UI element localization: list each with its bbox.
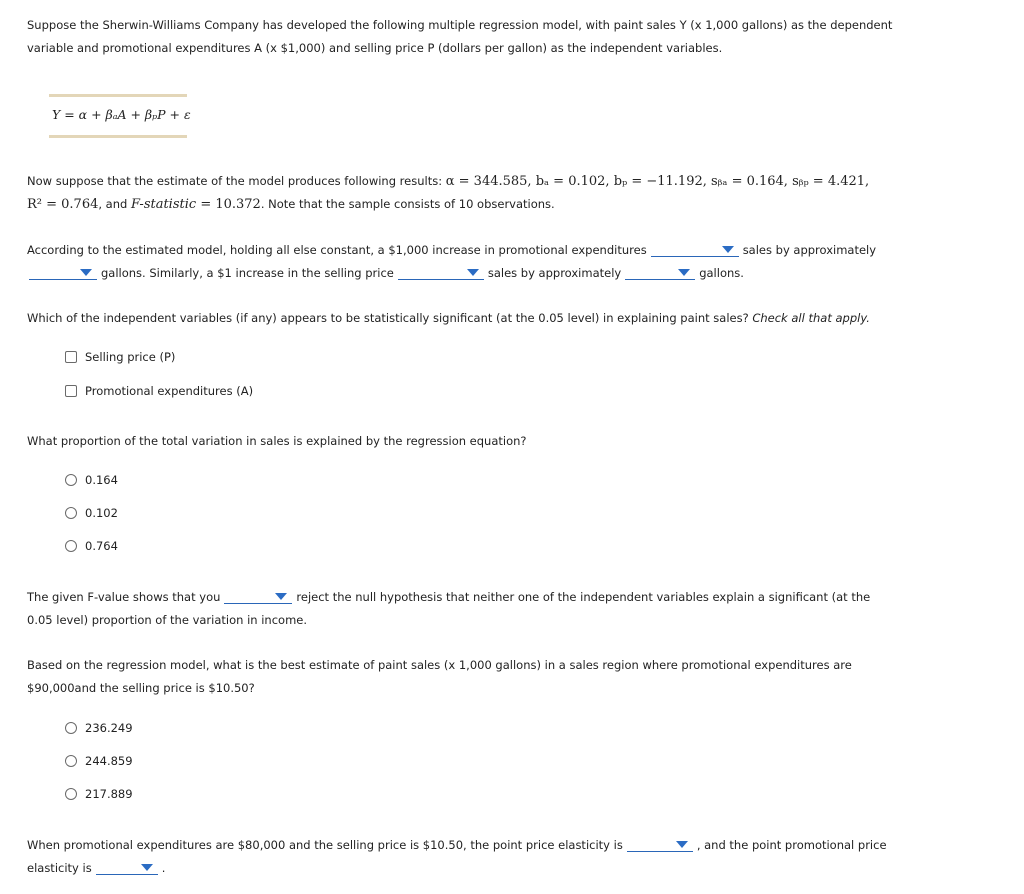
f-statistic-value: = 10.372 [196,197,261,212]
chevron-down-icon [676,841,688,848]
option-label: Selling price (P) [85,350,176,364]
radio-icon[interactable] [65,540,77,552]
chevron-down-icon [678,269,690,276]
checkbox-icon[interactable] [65,385,77,397]
promo-direction-dropdown[interactable] [651,242,739,257]
results-line-2 [27,193,555,216]
q1-part2: sales by approximately [742,243,877,257]
chevron-down-icon [467,269,479,276]
option-label: 0.764 [85,539,118,553]
option-label: 217.889 [85,787,133,801]
radio-option-244859[interactable] [65,754,133,768]
q1-part1: According to the estimated model, holding all else constant, a $1,000 increase in promotional expenditures [27,243,647,257]
q6-line-1 [27,834,887,857]
bp-estimate: bₚ = −11.192, [613,174,712,189]
q4-line-2: 0.05 level) proportion of the variation in income. [27,613,307,627]
q6-part1: When promotional expenditures are $80,000 and the selling price is $10.50, the point price elasticity is [27,838,623,852]
q4-part2: reject the null hypothesis that neither one of the independent variables explain a significant (at the [296,590,871,604]
intro-line-1: Suppose the Sherwin-Williams Company has developed the following multiple regression model, with paint sales Y (x 1,000 gallons) as the dependent [27,18,893,32]
promo-amount-dropdown[interactable] [29,265,97,280]
equation-box [49,94,191,138]
chevron-down-icon [80,269,92,276]
q1-part5: gallons. [699,266,744,280]
q5-line-2: $90,000and the selling price is $10.50? [27,681,255,695]
q2-hint: Check all that apply. [752,311,870,325]
results-lead: Now suppose that the estimate of the model produces following results: [27,174,446,188]
intro-line-2: variable and promotional expenditures A (x $1,000) and selling price P (dollars per gallon) as the independent variables. [27,41,723,55]
radio-option-0764[interactable] [65,539,118,553]
radio-option-236249[interactable] [65,721,133,735]
radio-option-217889[interactable] [65,787,133,801]
q3-question: What proportion of the total variation in sales is explained by the regression equation? [27,434,527,448]
radio-icon[interactable] [65,755,77,767]
option-label: 0.164 [85,473,118,487]
checkbox-option-selling-price[interactable] [65,350,175,364]
q6-line-2 [27,857,165,880]
price-elasticity-dropdown[interactable] [627,837,693,852]
q6-part4: . [161,861,166,875]
regression-equation: Y = α + βₐA + βₚP + ε [52,107,191,122]
option-label: 0.102 [85,506,118,520]
option-label: 244.859 [85,754,133,768]
sbp-estimate: sᵦₚ = 4.421, [792,174,870,189]
f-test-conclusion-dropdown[interactable] [224,589,292,604]
q1-part4: sales by approximately [487,266,622,280]
option-label: 236.249 [85,721,133,735]
f-statistic-label: F-statistic [130,197,197,212]
radio-icon[interactable] [65,507,77,519]
results-line-1 [27,170,869,193]
q2-text: Which of the independent variables (if any) appears to be statistically significant (at the 0.05 level) in explaining paint sales? [27,311,753,325]
q1-line-1 [27,239,876,262]
price-amount-dropdown[interactable] [625,265,695,280]
q6-part3: elasticity is [27,861,92,875]
radio-icon[interactable] [65,788,77,800]
q4-part1: The given F-value shows that you [27,590,221,604]
alpha-estimate: α = 344.585, [445,174,536,189]
promotional-elasticity-dropdown[interactable] [96,860,158,875]
radio-icon[interactable] [65,722,77,734]
q2-question [27,307,870,330]
results-tail: . Note that the sample consists of 10 observations. [260,197,555,211]
price-direction-dropdown[interactable] [398,265,484,280]
q6-part2: , and the point promotional price [696,838,887,852]
chevron-down-icon [722,246,734,253]
results-mid: , and [98,197,131,211]
q1-part3: gallons. Similarly, a $1 increase in the selling price [101,266,394,280]
sba-estimate: sᵦₐ = 0.164, [711,174,793,189]
radio-icon[interactable] [65,474,77,486]
q5-line-1: Based on the regression model, what is the best estimate of paint sales (x 1,000 gallons) in a sales region where promotional expenditures are [27,658,852,672]
option-label: Promotional expenditures (A) [85,384,254,398]
ba-estimate: bₐ = 0.102, [535,174,614,189]
radio-option-0102[interactable] [65,506,118,520]
chevron-down-icon [275,593,287,600]
chevron-down-icon [141,864,153,871]
radio-option-0164[interactable] [65,473,118,487]
q4-line-1 [27,586,870,609]
r-squared: R² = 0.764 [27,197,99,212]
q1-line-2 [27,262,744,285]
checkbox-icon[interactable] [65,351,77,363]
checkbox-option-promotional-expenditures[interactable] [65,384,253,398]
